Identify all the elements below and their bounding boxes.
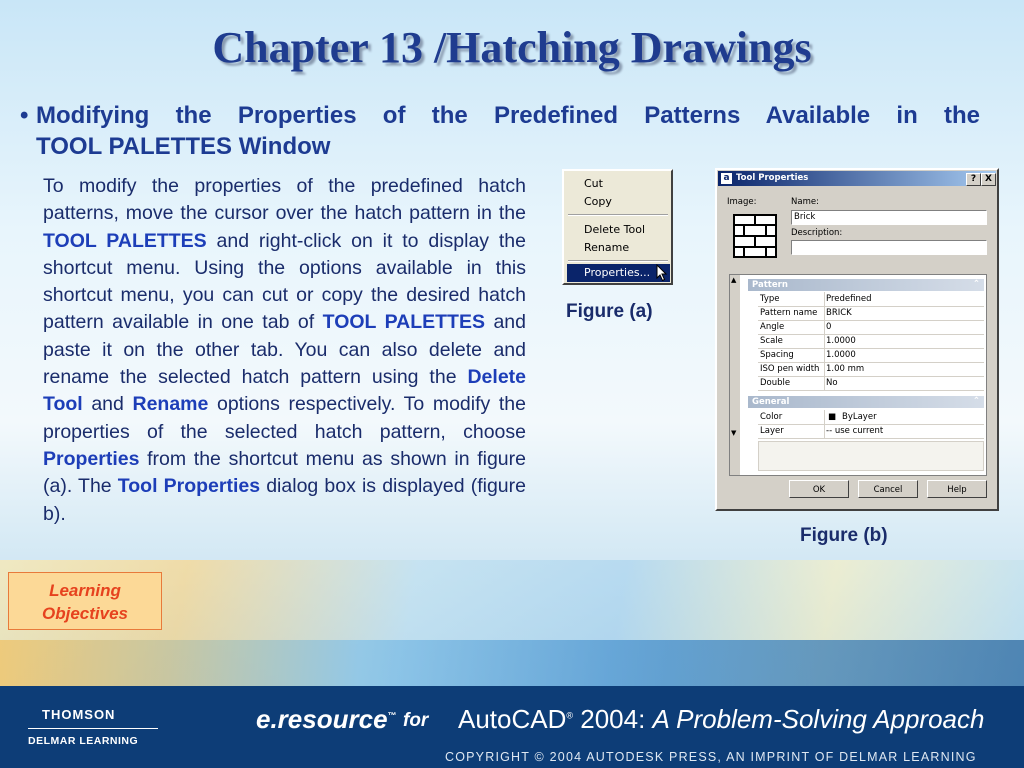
row-key: Color — [760, 412, 783, 422]
dialog-titlebar — [718, 171, 996, 186]
section-general-label: General — [752, 397, 790, 407]
table-row[interactable] — [758, 410, 984, 425]
menu-item-copy[interactable]: Copy — [584, 195, 612, 208]
slide-title: Chapter 13 /Hatching Drawings — [212, 23, 812, 72]
body-text: dialog box is displayed (figure b). — [43, 475, 526, 525]
table-row[interactable] — [758, 424, 984, 439]
scroll-up-icon[interactable]: ▲ — [731, 276, 737, 284]
row-value: 1.0000 — [826, 350, 856, 360]
help-icon[interactable]: ? — [966, 173, 981, 186]
row-divider — [824, 306, 825, 320]
keyword: TOOL PALETTES — [43, 229, 207, 252]
help-button[interactable]: Help — [927, 480, 987, 498]
bullet-line-1: Modifying the Properties of the Predefined Patterns Available in the — [36, 102, 980, 129]
dialog-title: Tool Properties — [736, 173, 809, 183]
row-value: 0 — [826, 322, 832, 332]
row-value: ByLayer — [842, 412, 877, 422]
menu-item-delete-tool[interactable]: Delete Tool — [584, 223, 646, 236]
row-key: Layer — [760, 426, 784, 436]
row-value: No — [826, 378, 838, 388]
year-text: 2004: — [573, 704, 653, 734]
eresource-text: e.resource — [256, 704, 388, 734]
row-key: Double — [760, 378, 791, 388]
table-row[interactable] — [758, 306, 984, 321]
body-text: To modify the properties of the predefined hatch patterns, move the cursor over the hatch pattern in the — [43, 175, 526, 225]
table-row[interactable] — [758, 292, 984, 307]
row-key: Scale — [760, 336, 783, 346]
row-divider — [824, 376, 825, 390]
bullet-line-2: TOOL PALETTES Window — [36, 133, 331, 160]
menu-item-cut[interactable]: Cut — [584, 177, 603, 190]
row-value: Predefined — [826, 294, 872, 304]
grid-scrollbar[interactable] — [730, 275, 740, 475]
keyword: Properties — [43, 447, 140, 470]
row-value: BRICK — [826, 308, 852, 318]
book-title — [458, 704, 984, 735]
close-icon[interactable]: X — [981, 173, 996, 186]
copyright-text: COPYRIGHT © 2004 AUTODESK PRESS, AN IMPRINT OF DELMAR LEARNING — [445, 750, 977, 764]
trademark: ™ — [387, 710, 397, 721]
section-pattern-label: Pattern — [752, 280, 788, 290]
bullet-dot-icon: • — [20, 102, 29, 129]
body-paragraph — [43, 173, 526, 528]
row-divider — [824, 362, 825, 376]
cancel-button[interactable]: Cancel — [858, 480, 918, 498]
row-value: 1.0000 — [826, 336, 856, 346]
table-row[interactable] — [758, 334, 984, 349]
collapse-icon[interactable]: ⌃ — [972, 279, 980, 289]
keyword: Tool Properties — [117, 475, 261, 498]
eresource-logo — [256, 704, 397, 735]
app-icon: a — [721, 173, 732, 184]
table-row[interactable] — [758, 320, 984, 335]
delmar-logo: DELMAR LEARNING — [28, 735, 139, 747]
menu-item-properties-label: Properties... — [584, 266, 651, 279]
description-label: Description: — [791, 228, 843, 238]
color-swatch-icon: ■ — [828, 412, 837, 422]
menu-separator — [568, 214, 668, 216]
menu-item-rename[interactable]: Rename — [584, 241, 630, 254]
collapse-icon[interactable]: ⌃ — [972, 396, 980, 406]
row-key: Pattern name — [760, 308, 818, 318]
row-value: 1.00 mm — [826, 364, 865, 374]
table-row[interactable] — [758, 348, 984, 363]
body-text: options respectively. To modify the properties of the selected hatch pattern, choose — [43, 393, 526, 443]
row-divider — [824, 410, 825, 424]
row-divider — [824, 424, 825, 438]
for-text: for — [403, 710, 429, 731]
row-key: Type — [760, 294, 780, 304]
table-row[interactable] — [758, 376, 984, 391]
row-divider — [824, 334, 825, 348]
menu-separator — [568, 260, 668, 262]
description-input[interactable] — [791, 240, 987, 255]
learning-objectives-button[interactable] — [8, 572, 162, 630]
name-input[interactable]: Brick — [791, 210, 987, 225]
mouse-pointer-icon — [656, 264, 668, 282]
logo-divider — [28, 728, 158, 729]
section-general[interactable] — [748, 396, 984, 408]
ok-button[interactable]: OK — [789, 480, 849, 498]
tool-properties-dialog — [715, 168, 999, 511]
name-label: Name: — [791, 197, 819, 207]
brick-pattern-icon — [733, 214, 777, 258]
row-key: ISO pen width — [760, 364, 820, 374]
row-key: Spacing — [760, 350, 794, 360]
learning-objectives-line1: Learning — [49, 581, 121, 600]
keyword: Rename — [132, 393, 209, 416]
table-row[interactable] — [758, 362, 984, 377]
menu-item-properties[interactable] — [567, 264, 670, 282]
row-divider — [824, 348, 825, 362]
body-text: and right-click on it to display the shortcut menu. Using the options available in this shortcut menu, you can cut or copy the desired hatch pattern available in one tab of — [43, 229, 526, 334]
body-text: from the shortcut menu as shown in figure (a). The — [43, 447, 526, 498]
thomson-logo: THOMSON — [42, 707, 116, 722]
row-divider — [824, 292, 825, 306]
row-value: -- use current — [826, 426, 884, 436]
figure-a-label: Figure (a) — [566, 301, 653, 322]
body-text: and paste it on the other tab. You can also delete and rename the selected hatch pattern using the — [43, 311, 526, 389]
registered-mark: ® — [566, 710, 574, 721]
acad-text: AutoCAD — [458, 704, 567, 734]
row-key: Angle — [760, 322, 785, 332]
body-text: and — [82, 393, 133, 416]
scroll-down-icon[interactable]: ▼ — [731, 429, 737, 437]
book-subtitle: A Problem-Solving Approach — [652, 704, 985, 734]
keyword: TOOL PALETTES — [322, 311, 485, 334]
keyword: Delete Tool — [43, 366, 526, 416]
properties-grid — [729, 274, 987, 476]
bullet-heading — [20, 100, 980, 162]
row-divider — [824, 320, 825, 334]
background-swoosh — [0, 640, 1024, 688]
description-pane — [758, 441, 984, 471]
figure-b-label: Figure (b) — [800, 525, 888, 546]
learning-objectives-line2: Objectives — [42, 604, 128, 623]
image-label: Image: — [727, 197, 757, 207]
section-pattern[interactable] — [748, 279, 984, 291]
